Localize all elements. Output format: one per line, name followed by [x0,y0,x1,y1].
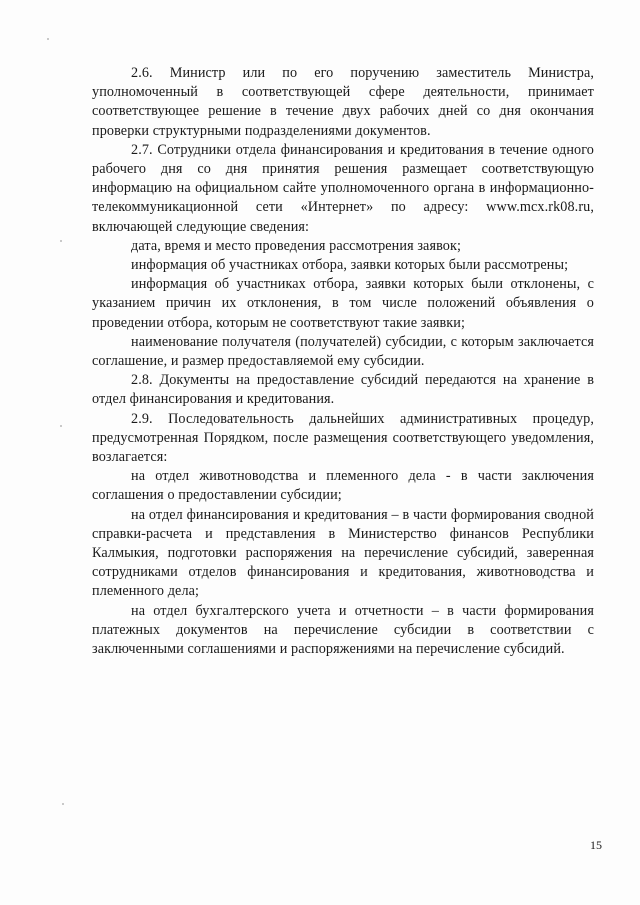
scan-speck [60,240,62,242]
scan-speck [60,425,62,427]
list-item: на отдел финансирования и кредитования – в части формирования сводной справки-расчета и представления в Министерство финансов Республики Калмыкия, подготовки распоряжения на перечисление субсидий, заверенная сотрудниками отделов финансирования и кредитования, животноводства и племенного дела; [92,506,594,600]
list-item: информация об участниках отбора, заявки которых были рассмотрены; [131,257,569,274]
document-body [92,64,594,659]
scan-speck [62,803,64,805]
list-item: на отдел бухгалтерского учета и отчетности – в части формирования платежных документов на перечисление субсидии в соответствии с заключенными соглашениями и распоряжениями на перечисление субсидий. [92,602,594,658]
paragraph-2-8: 2.8. Документы на предоставление субсидий передаются на хранение в отдел финансирования и кредитования. [92,372,594,408]
paragraph-2-7: 2.7. Сотрудники отдела финансирования и кредитования в течение одного рабочего дня со дня принятия решения размещает соответствующую информацию на официальном сайте уполномоченного органа в информационно-телекоммуникационной сети «Интернет» по адресу: www.mcx.rk08.ru, включающей следующие сведения: [92,141,594,235]
list-item: на отдел животноводства и племенного дела - в части заключения соглашения о предоставлении субсидии; [92,468,594,504]
list-item: дата, время и место проведения рассмотрения заявок; [131,237,461,254]
paragraph-2-6: 2.6. Министр или по его поручению заместитель Министра, уполномоченный в соответствующей сфере деятельности, принимает соответствующее решение в течение двух рабочих дней со дня окончания проверки структурными подразделениями документов. [92,65,594,139]
page-number: 15 [590,838,602,852]
paragraph-2-9: 2.9. Последовательность дальнейших административных процедур, предусмотренная Порядком, после размещения соответствующего уведомления, возлагается: [92,410,594,466]
list-item: информация об участниках отбора, заявки которых были отклонены, с указанием причин их отклонения, в том числе положений объявления о проведении отбора, которым не соответствуют такие заявки; [92,276,594,331]
scan-speck [47,38,49,40]
list-item: наименование получателя (получателей) субсидии, с которым заключается соглашение, и размер предоставляемой ему субсидии. [92,333,594,370]
